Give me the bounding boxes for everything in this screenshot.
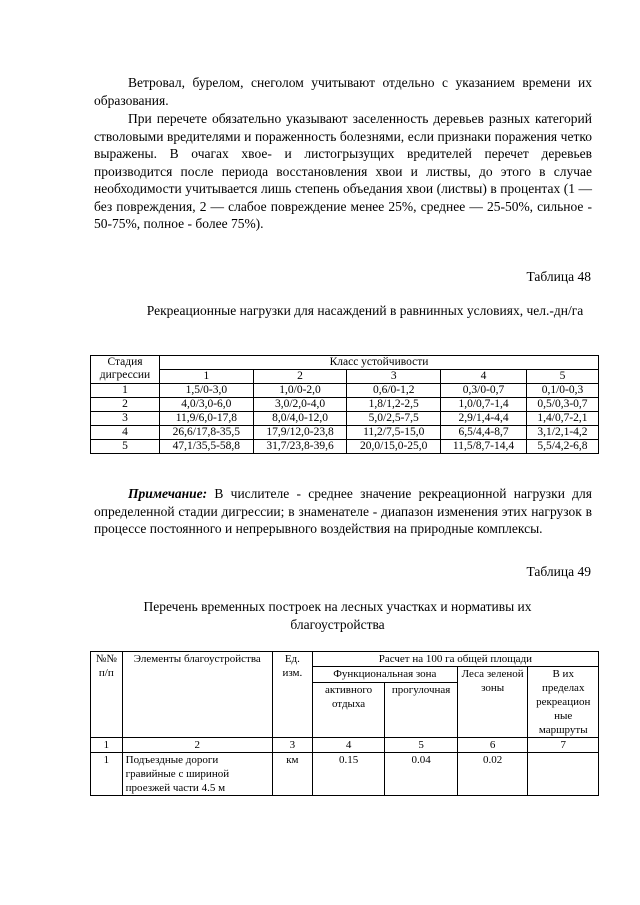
header-routes: В их пределах рекреацион ные маршруты bbox=[528, 667, 599, 738]
load-cell: 6,5/4,4-8,7 bbox=[441, 426, 527, 440]
row-element: Подъездные дороги гравийные с шириной проезжей части 4.5 м bbox=[122, 753, 272, 796]
table48 bbox=[90, 355, 599, 454]
load-cell: 1,5/0-3,0 bbox=[160, 384, 254, 398]
table-row bbox=[91, 356, 599, 370]
note-label: Примечание: bbox=[128, 486, 208, 501]
stage-cell: 5 bbox=[91, 440, 160, 454]
stage-cell: 3 bbox=[91, 412, 160, 426]
table-row bbox=[91, 384, 599, 398]
row-green: 0.02 bbox=[457, 753, 528, 796]
load-cell: 17,9/12,0-23,8 bbox=[253, 426, 347, 440]
header-elements: Элементы благоустройства bbox=[122, 652, 272, 738]
load-cell: 1,0/0,7-1,4 bbox=[441, 398, 527, 412]
load-cell: 0,6/0-1,2 bbox=[347, 384, 441, 398]
load-cell: 11,2/7,5-15,0 bbox=[347, 426, 441, 440]
col-number: 6 bbox=[457, 738, 528, 753]
table-row bbox=[91, 652, 599, 667]
header-active: активного отдыха bbox=[312, 683, 385, 738]
load-cell: 3,0/2,0-4,0 bbox=[253, 398, 347, 412]
load-cell: 1,0/0-2,0 bbox=[253, 384, 347, 398]
load-cell: 2,9/1,4-4,4 bbox=[441, 412, 527, 426]
load-cell: 4,0/3,0-6,0 bbox=[160, 398, 254, 412]
load-cell: 1,4/0,7-2,1 bbox=[526, 412, 598, 426]
table49 bbox=[90, 651, 599, 796]
col-number: 7 bbox=[528, 738, 599, 753]
load-cell: 47,1/35,5-58,8 bbox=[160, 440, 254, 454]
header-walking: прогулочная bbox=[385, 683, 458, 738]
header-calc: Расчет на 100 га общей площади bbox=[312, 652, 598, 667]
table-row bbox=[91, 412, 599, 426]
table-row bbox=[91, 440, 599, 454]
table-row bbox=[91, 398, 599, 412]
header-class-4: 4 bbox=[441, 370, 527, 384]
header-class-1: 1 bbox=[160, 370, 254, 384]
load-cell: 11,5/8,7-14,4 bbox=[441, 440, 527, 454]
col-number: 3 bbox=[272, 738, 312, 753]
table48-note bbox=[94, 485, 592, 538]
load-cell: 3,1/2,1-4,2 bbox=[526, 426, 598, 440]
table-row bbox=[91, 753, 599, 796]
load-cell: 26,6/17,8-35,5 bbox=[160, 426, 254, 440]
table-row bbox=[91, 738, 599, 753]
header-func-zone: Функциональная зона bbox=[312, 667, 457, 683]
stage-cell: 1 bbox=[91, 384, 160, 398]
load-cell: 31,7/23,8-39,6 bbox=[253, 440, 347, 454]
table-row bbox=[91, 370, 599, 384]
table-row bbox=[91, 426, 599, 440]
col-number: 2 bbox=[122, 738, 272, 753]
load-cell: 8,0/4,0-12,0 bbox=[253, 412, 347, 426]
stage-cell: 4 bbox=[91, 426, 160, 440]
row-unit: км bbox=[272, 753, 312, 796]
row-active: 0.15 bbox=[312, 753, 385, 796]
header-class: Класс устойчивости bbox=[160, 356, 599, 370]
table48-caption: Таблица 48 bbox=[526, 269, 591, 284]
stage-cell: 2 bbox=[91, 398, 160, 412]
load-cell: 11,9/6,0-17,8 bbox=[160, 412, 254, 426]
load-cell: 0,3/0-0,7 bbox=[441, 384, 527, 398]
load-cell: 5,5/4,2-6,8 bbox=[526, 440, 598, 454]
table49-caption: Таблица 49 bbox=[526, 564, 591, 579]
table49-title: Перечень временных построек на лесных участках и нормативы их благоустройства bbox=[143, 599, 532, 632]
col-number: 4 bbox=[312, 738, 385, 753]
header-class-2: 2 bbox=[253, 370, 347, 384]
paragraph-windfall: Ветровал, бурелом, снеголом учитывают отдельно с указанием времени их образования. bbox=[94, 75, 592, 108]
load-cell: 1,8/1,2-2,5 bbox=[347, 398, 441, 412]
row-routes bbox=[528, 753, 599, 796]
header-class-3: 3 bbox=[347, 370, 441, 384]
note-text: В числителе - среднее значение рекреационной нагрузки для определенной стадии дигрессии; в знаменателе - диапазон изменения этих нагрузок в процессе постоянного и непрерывного воздействия на природные комплексы. bbox=[94, 486, 592, 536]
load-cell: 0,5/0,3-0,7 bbox=[526, 398, 598, 412]
row-walking: 0.04 bbox=[385, 753, 458, 796]
header-unit: Ед. изм. bbox=[272, 652, 312, 738]
load-cell: 20,0/15,0-25,0 bbox=[347, 440, 441, 454]
col-number: 1 bbox=[91, 738, 123, 753]
col-number: 5 bbox=[385, 738, 458, 753]
paragraph-pest-count: При перечете обязательно указывают заселенность деревьев разных категорий стволовыми вредителями и пораженность болезнями, если признаки поражения четко выражены. В очагах хвое- и листогрызущих вредителей перечет деревьев производится после периода восстановления хвои и листвы, до этого в случае необходимости учитывается лишь степень объедания хвои (листвы) в процентах (1 — без повреждения, 2 — слабое повреждение менее 25%, среднее — 25-50%, сильное - 50-75%, полное - более 75%). bbox=[94, 111, 592, 231]
load-cell: 5,0/2,5-7,5 bbox=[347, 412, 441, 426]
header-stage: Стадия дигрессии bbox=[91, 356, 160, 384]
table48-title: Рекреационные нагрузки для насаждений в равнинных условиях, чел.-дн/га bbox=[146, 303, 584, 318]
header-class-5: 5 bbox=[526, 370, 598, 384]
row-num: 1 bbox=[91, 753, 123, 796]
header-green: Леса зеленой зоны bbox=[457, 667, 528, 738]
load-cell: 0,1/0-0,3 bbox=[526, 384, 598, 398]
header-num: №№ п/п bbox=[91, 652, 123, 738]
